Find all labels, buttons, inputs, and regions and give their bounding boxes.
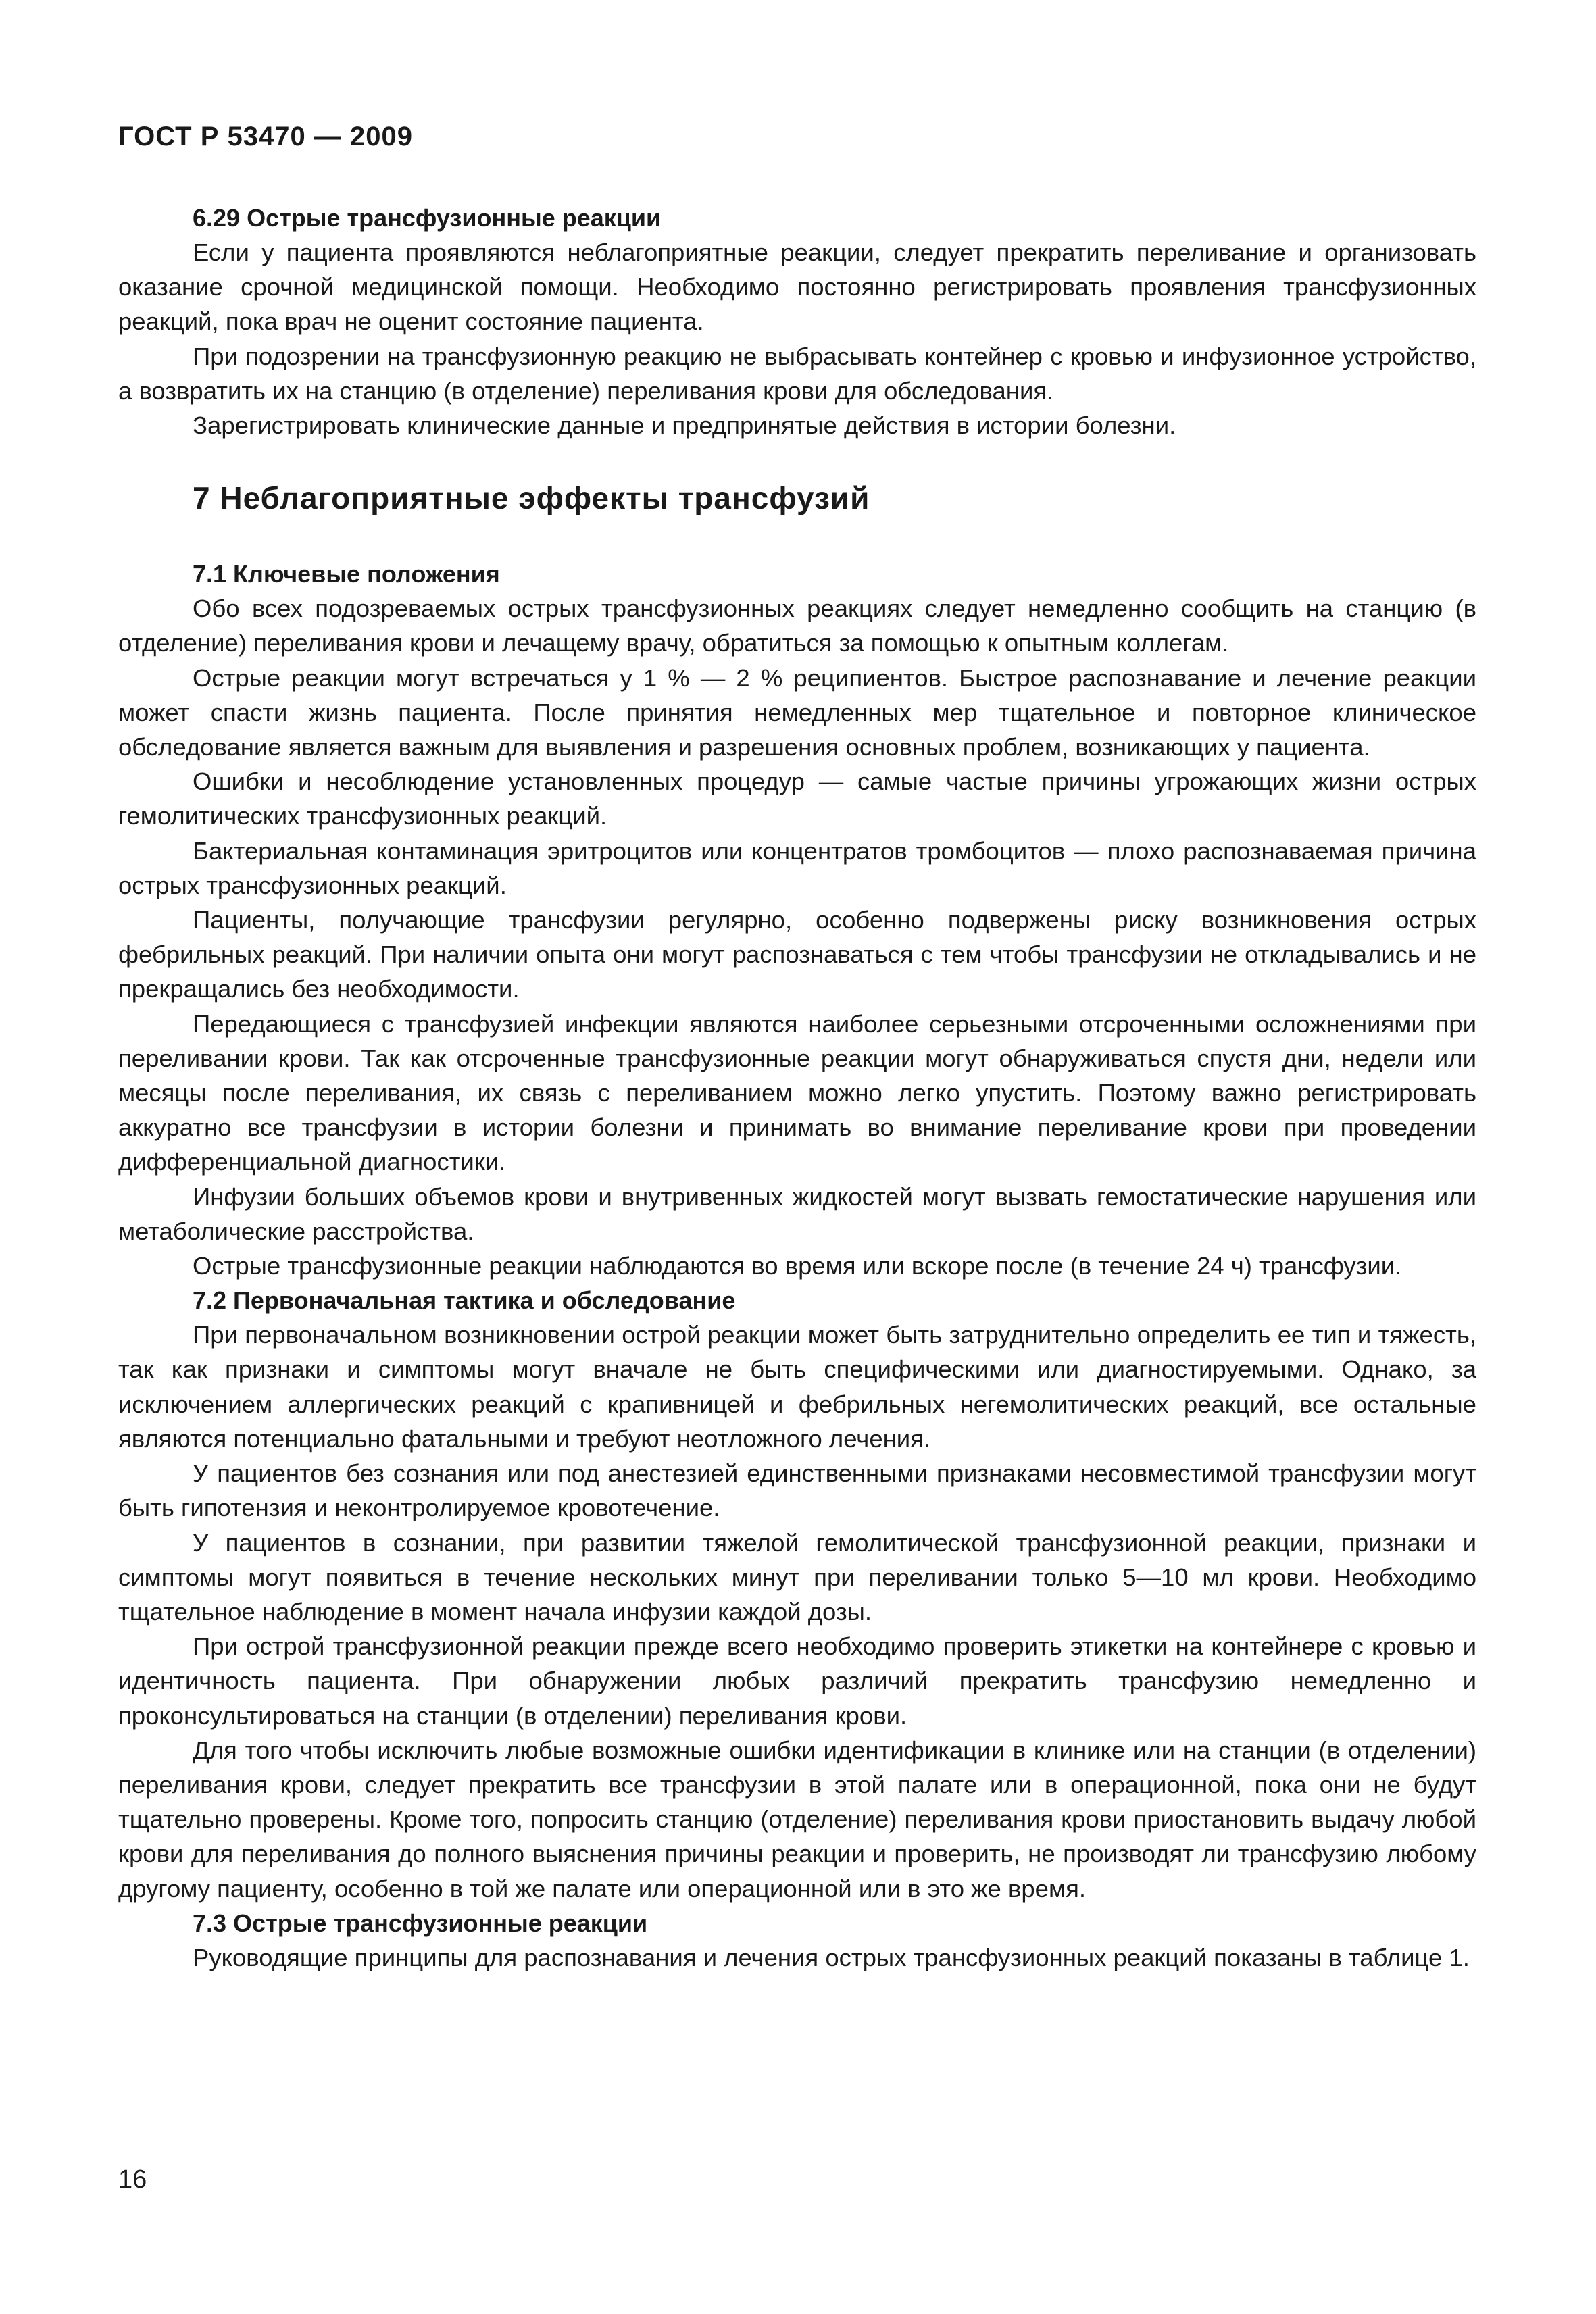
section-heading: 6.29 Острые трансфузионные реакции <box>193 204 662 232</box>
section-7-2 <box>118 1283 1476 1905</box>
paragraph: У пациентов без сознания или под анестезией единственными признаками несовместимой трансфузии могут быть гипотензия и неконтролируемое кровотечение. <box>118 1459 1476 1522</box>
paragraph: При острой трансфузионной реакции прежде всего необходимо проверить этикетки на контейнере с кровью и идентичность пациента. При обнаружении любых различий прекратить трансфузию немедленно и проконсультироваться на станции (в отделении) переливания крови. <box>118 1632 1476 1730</box>
paragraph: Руководящие принципы для распознавания и лечения острых трансфузионных реакций показаны в таблице 1. <box>193 1943 1470 1971</box>
paragraph: Ошибки и несоблюдение установленных процедур — самые частые причины угрожающих жизни острых гемолитических трансфузионных реакций. <box>118 768 1476 830</box>
paragraph: При первоначальном возникновении острой реакции может быть затруднительно определить ее тип и тяжесть, так как признаки и симптомы могут вначале не быть специфическими или диагностируемыми. Однако, за исключением аллергических реакций с крапивницей и фебрильных негемолитических реакций, все остальные являются потенциально фатальными и требуют неотложного лечения. <box>118 1321 1476 1453</box>
section-7-3 <box>118 1906 1476 1975</box>
paragraph: Передающиеся с трансфузией инфекции являются наиболее серьезными отсроченными осложнениями при переливании крови. Так как отсроченные трансфузионные реакции могут обнаруживаться спустя дни, недели или месяцы после переливания, их связь с переливанием можно легко упустить. Поэтому важно регистрировать аккуратно все трансфузии в истории болезни и принимать во внимание переливание крови при проведении дифференциальной диагностики. <box>118 1009 1476 1176</box>
paragraph: Зарегистрировать клинические данные и предпринятые действия в истории болезни. <box>193 411 1176 440</box>
paragraph: У пациентов в сознании, при развитии тяжелой гемолитической трансфузионной реакции, признаки и симптомы могут появиться в течение нескольких минут при переливании только 5—10 мл крови. Необходимо тщательное наблюдение в момент начала инфузии каждой дозы. <box>118 1528 1476 1626</box>
paragraph: Острые реакции могут встречаться у 1 % — 2 % реципиентов. Быстрое распознавание и лечение реакции может спасти жизнь пациента. После принятия немедленных мер тщательное и повторное клиническое обследование является важным для выявления и разрешения основных проблем, возникающих у пациента. <box>118 663 1476 761</box>
chapter-title: 7 Неблагоприятные эффекты трансфузий <box>193 480 870 516</box>
document-header: ГОСТ Р 53470 — 2009 <box>118 122 413 151</box>
page-number: 16 <box>118 2165 147 2194</box>
paragraph: Острые трансфузионные реакции наблюдаются во время или вскоре после (в течение 24 ч) трансфузии. <box>193 1252 1402 1280</box>
document-page <box>118 122 1476 1975</box>
paragraph: Если у пациента проявляются неблагоприятные реакции, следует прекратить переливание и организовать оказание срочной медицинской помощи. Необходимо постоянно регистрировать проявления трансфузионных реакций, пока врач не оценит состояние пациента. <box>118 238 1476 336</box>
paragraph: Обо всех подозреваемых острых трансфузионных реакциях следует немедленно сообщить на станцию (в отделение) переливания крови и лечащему врачу, обратиться за помощью к опытным коллегам. <box>118 595 1476 657</box>
paragraph: Бактериальная контаминация эритроцитов или концентратов тромбоцитов — плохо распознаваемая причина острых трансфузионных реакций. <box>118 836 1476 899</box>
paragraph: Инфузии больших объемов крови и внутривенных жидкостей могут вызвать гемостатические нарушения или метаболические расстройства. <box>118 1182 1476 1245</box>
section-7-1 <box>118 557 1476 1283</box>
paragraph: При подозрении на трансфузионную реакцию не выбрасывать контейнер с кровью и инфузионное устройство, а возвратить их на станцию (в отделение) переливания крови для обследования. <box>118 342 1476 405</box>
paragraph: Пациенты, получающие трансфузии регулярно, особенно подвержены риску возникновения острых фебрильных реакций. При наличии опыта они могут распознаваться с тем чтобы трансфузии не откладывались и не прекращались без необходимости. <box>118 906 1476 1003</box>
section-heading: 7.2 Первоначальная тактика и обследование <box>193 1286 736 1315</box>
section-heading: 7.3 Острые трансфузионные реакции <box>193 1909 648 1937</box>
section-heading: 7.1 Ключевые положения <box>193 560 500 588</box>
section-6-29 <box>118 201 1476 443</box>
paragraph: Для того чтобы исключить любые возможные ошибки идентификации в клинике или на станции (в отделении) переливания крови, следует прекратить все трансфузии в этой палате или в операционной, пока они не будут тщательно проверены. Кроме того, попросить станцию (отделение) переливания крови приостановить выдачу любой крови для переливания до полного выяснения причины реакции и проверить, не производят ли трансфузию любому другому пациенту, особенно в той же палате или операционной или в это же время. <box>118 1736 1476 1903</box>
